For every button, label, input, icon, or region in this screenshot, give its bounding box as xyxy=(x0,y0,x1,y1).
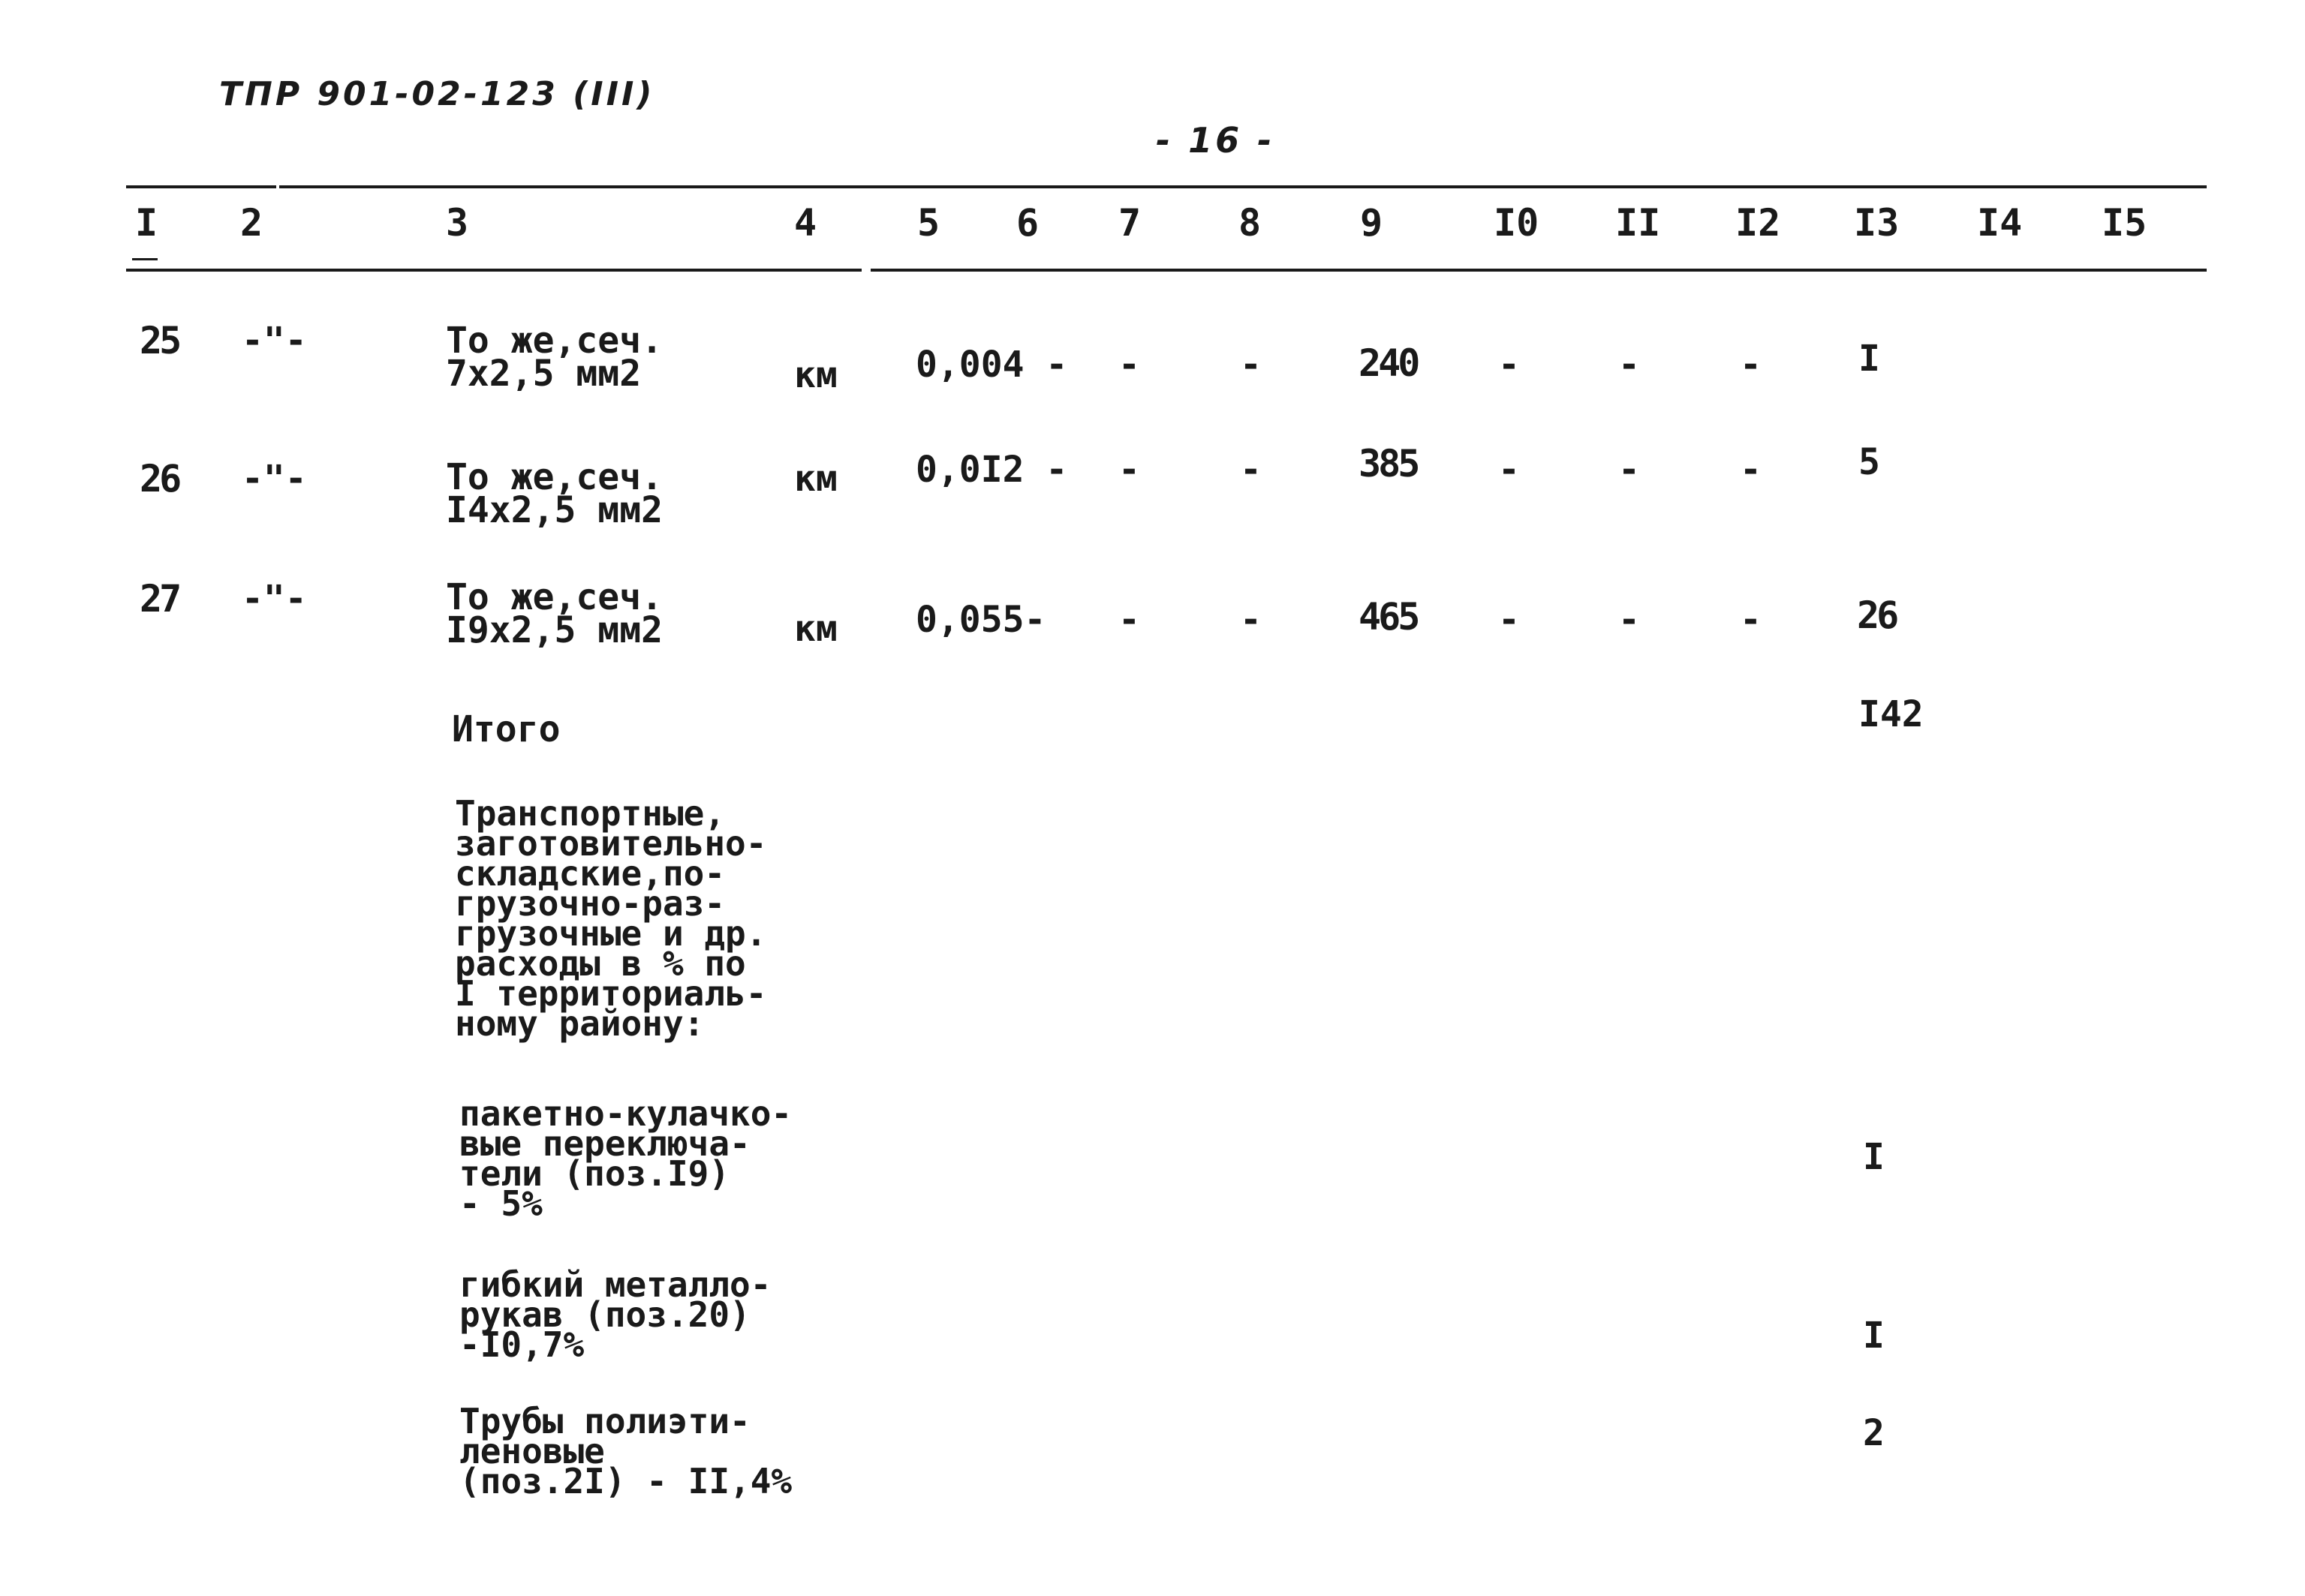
column-13-value: I xyxy=(1858,338,1880,380)
overhead-item-value: I xyxy=(1863,1315,1885,1357)
column-7-value: - xyxy=(1118,344,1140,386)
unit: км xyxy=(794,608,838,650)
column-13-value: 5 xyxy=(1858,441,1880,483)
quantity-value: 0,055- xyxy=(916,599,1046,641)
column-13-value: 26 xyxy=(1857,594,1897,637)
column-header-1: I xyxy=(135,201,158,245)
overheads-heading: Транспортные, заготовительно- складские,по- грузочно-раз- грузочные и др. расходы в % по I территориаль- ному району: xyxy=(455,793,767,1044)
quantity-value: 0,004 - xyxy=(916,344,1068,386)
item-description: То же,сеч. I4х2,5 мм2 xyxy=(446,456,663,531)
column-8-value: - xyxy=(1240,599,1262,641)
column-9-value: 465 xyxy=(1359,595,1418,639)
column-7-value: - xyxy=(1118,449,1140,491)
top-rule-left xyxy=(126,185,276,188)
row-number: 27 xyxy=(140,577,179,621)
column-12-value: - xyxy=(1740,449,1762,491)
column-12-value: - xyxy=(1740,599,1762,641)
column-11-value: - xyxy=(1618,344,1640,386)
column-header-7: 7 xyxy=(1118,201,1142,245)
column-header-4: 4 xyxy=(794,201,817,245)
column-10-value: - xyxy=(1498,449,1520,491)
column-9-value: 385 xyxy=(1359,442,1418,485)
row-number: 25 xyxy=(140,319,179,362)
column-header-2: 2 xyxy=(240,201,263,245)
column-10-value: - xyxy=(1498,344,1520,386)
column-header-14: I4 xyxy=(1977,201,2023,245)
column-header-5: 5 xyxy=(917,201,940,245)
item-description: То же,сеч. I9х2,5 мм2 xyxy=(446,576,663,651)
overhead-item-text: гибкий металло- рукав (поз.20) -I0,7% xyxy=(459,1264,772,1365)
column-11-value: - xyxy=(1618,449,1640,491)
column-header-11: II xyxy=(1615,201,1661,245)
total-value: I42 xyxy=(1858,693,1924,735)
column-header-8: 8 xyxy=(1238,201,1262,245)
column-header-9: 9 xyxy=(1360,201,1383,245)
col-1-underline xyxy=(132,258,158,260)
unit: км xyxy=(794,458,838,500)
header-rule-right xyxy=(871,269,2207,272)
column-header-3: 3 xyxy=(446,201,469,245)
column-8-value: - xyxy=(1240,344,1262,386)
ditto-mark: -"- xyxy=(242,578,307,620)
overhead-item-value: 2 xyxy=(1863,1412,1885,1454)
column-header-6: 6 xyxy=(1016,201,1040,245)
total-label: Итого xyxy=(452,708,561,750)
header-rule-left xyxy=(126,269,862,272)
top-rule-right xyxy=(279,185,2207,188)
overhead-item-text: пакетно-кулачко- вые переключа- тели (поз.I9) - 5% xyxy=(459,1093,793,1224)
column-11-value: - xyxy=(1618,599,1640,641)
column-8-value: - xyxy=(1240,449,1262,491)
column-9-value: 240 xyxy=(1359,341,1418,385)
item-description: То же,сеч. 7х2,5 мм2 xyxy=(446,320,663,395)
column-header-13: I3 xyxy=(1854,201,1900,245)
ditto-mark: -"- xyxy=(242,458,307,500)
ditto-mark: -"- xyxy=(242,320,307,362)
quantity-value: 0,0I2 - xyxy=(916,449,1068,491)
document-code: ТПР 901-02-123 (III) xyxy=(219,75,655,113)
column-12-value: - xyxy=(1740,344,1762,386)
column-header-15: I5 xyxy=(2102,201,2147,245)
column-10-value: - xyxy=(1498,599,1520,641)
column-header-12: I2 xyxy=(1735,201,1781,245)
unit: км xyxy=(794,354,838,396)
row-number: 26 xyxy=(140,457,179,500)
overhead-item-value: I xyxy=(1863,1136,1885,1178)
column-header-10: I0 xyxy=(1494,201,1539,245)
overhead-item-text: Трубы полиэти- леновые (поз.2I) - II,4% xyxy=(459,1401,793,1501)
page-number: - 16 - xyxy=(1156,120,1275,161)
column-7-value: - xyxy=(1118,599,1140,641)
